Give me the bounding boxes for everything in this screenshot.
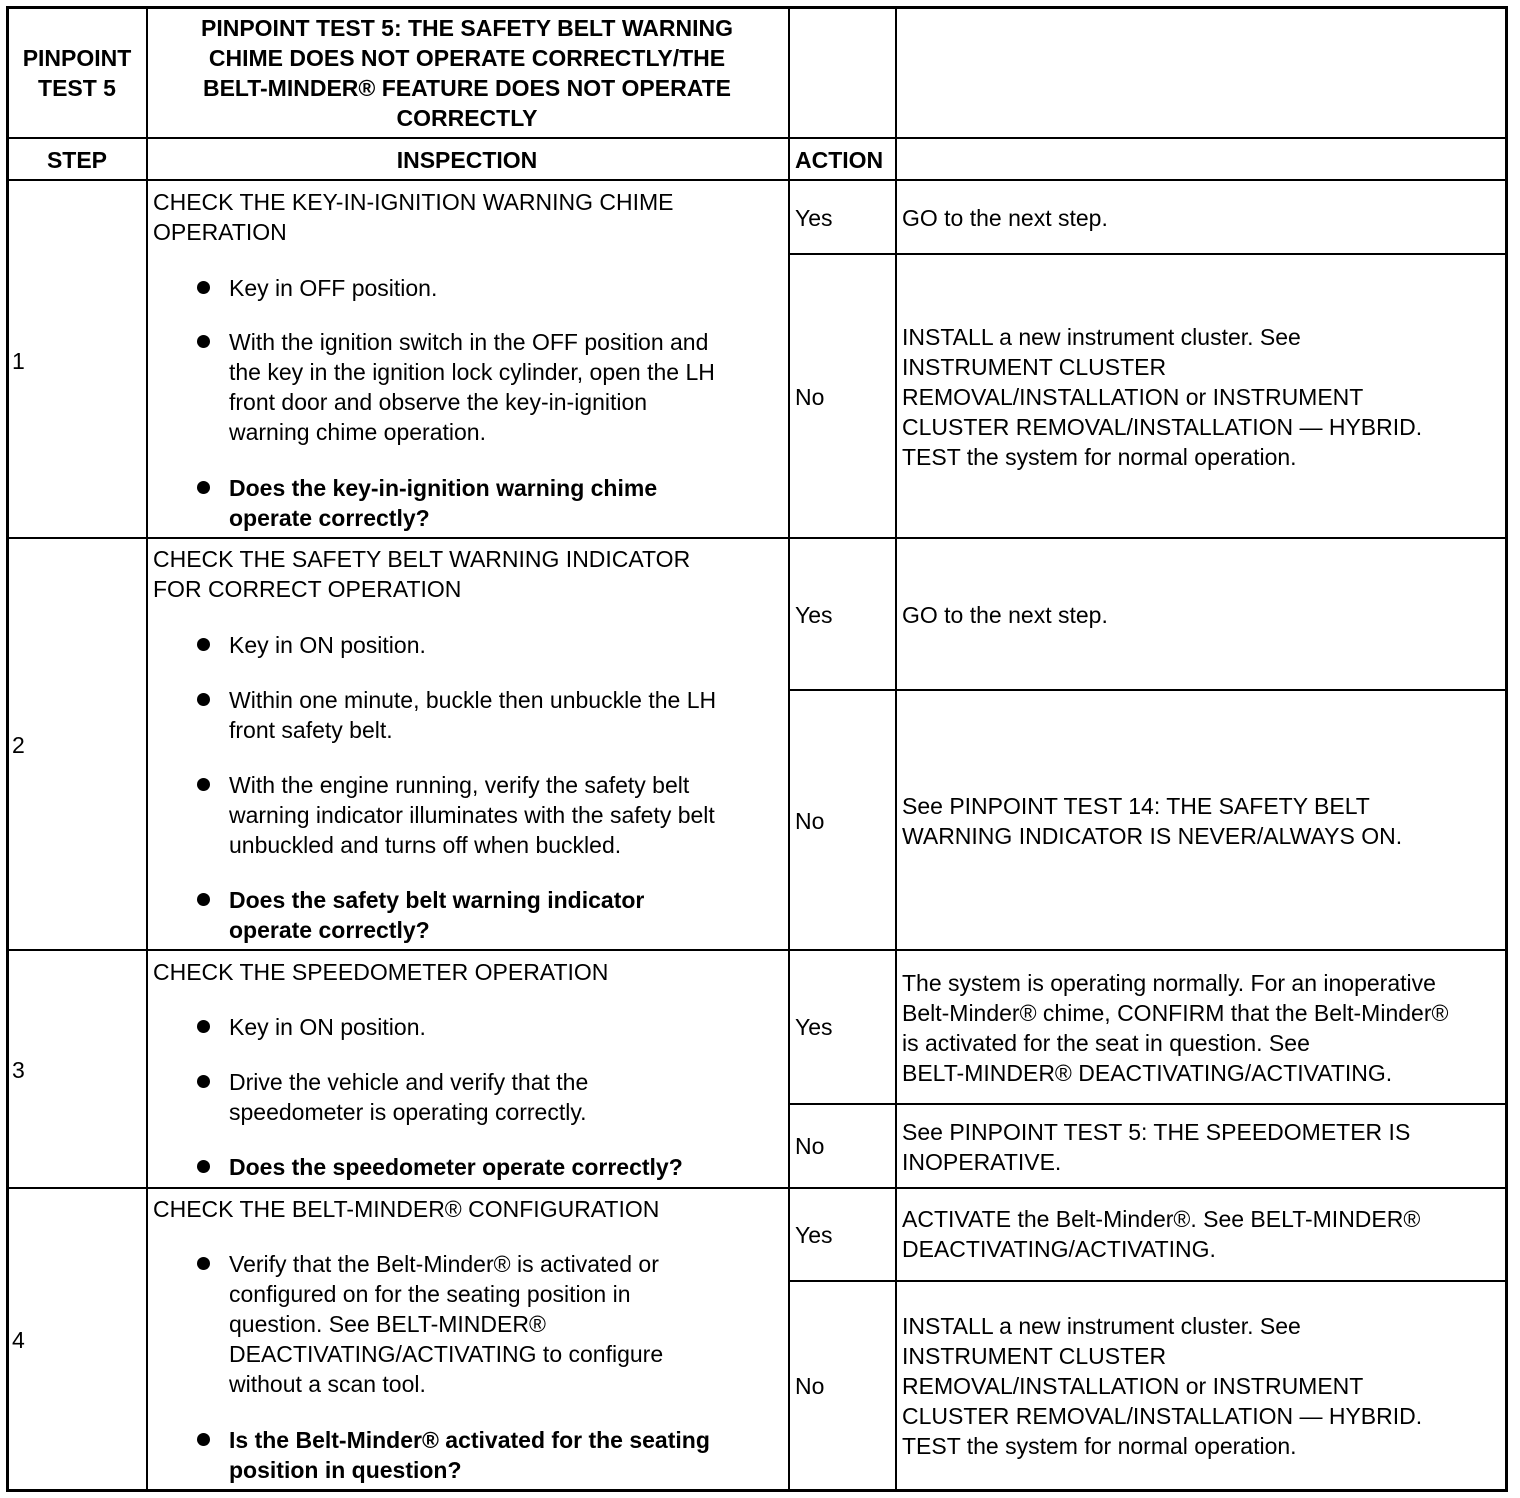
inspection-bullet-text: front safety belt. (229, 717, 393, 743)
inspection-question: Does the safety belt warning indicator (229, 887, 645, 913)
test-title: PINPOINT TEST 5: THE SAFETY BELT WARNING (200, 15, 733, 41)
row-divider (8, 949, 1506, 951)
inspection-bullet-text: configured on for the seating position in (229, 1281, 631, 1307)
row-divider (8, 179, 1506, 181)
answer-yes: Yes (795, 602, 833, 628)
test-title: BELT-MINDER® FEATURE DOES NOT OPERATE (202, 75, 732, 101)
inspection-question: operate correctly? (229, 917, 430, 943)
action-yes-text: DEACTIVATING/ACTIVATING. (902, 1236, 1216, 1262)
step-number: 1 (12, 348, 25, 374)
action-yes-text: is activated for the seat in question. See (902, 1030, 1310, 1056)
inspection-bullet-text: the key in the ignition lock cylinder, open the LH (229, 359, 715, 385)
inspection-question: Is the Belt-Minder® activated for the seating (229, 1427, 710, 1453)
row-divider (8, 137, 1506, 139)
column-divider (146, 8, 148, 1490)
inspection-bullet-text: unbuckled and turns off when buckled. (229, 832, 622, 858)
column-divider (895, 8, 897, 1490)
action-yes-text: ACTIVATE the Belt-Minder®. See BELT-MINDER® (902, 1206, 1421, 1232)
action-no-text: See PINPOINT TEST 14: THE SAFETY BELT (902, 793, 1370, 819)
answer-no: No (795, 384, 825, 410)
inspection-bullet-text: warning indicator illuminates with the safety belt (229, 802, 715, 828)
action-yes-text: The system is operating normally. For an inoperative (902, 970, 1436, 996)
column-header-step: STEP (46, 147, 108, 173)
action-yes-text: Belt-Minder® chime, CONFIRM that the Belt-Minder® (902, 1000, 1449, 1026)
action-no-text: INSTRUMENT CLUSTER (902, 354, 1167, 380)
action-no-text: REMOVAL/INSTALLATION or INSTRUMENT (902, 1373, 1364, 1399)
answer-yes: Yes (795, 1014, 833, 1040)
action-no-text: INSTALL a new instrument cluster. See (902, 324, 1301, 350)
answer-yes: Yes (795, 1222, 833, 1248)
bullet-icon (197, 638, 210, 651)
step-number: 2 (12, 732, 25, 758)
action-yes-text: GO to the next step. (902, 205, 1108, 231)
test-id-label: TEST 5 (38, 75, 116, 101)
row-divider (788, 253, 1505, 255)
bullet-icon (197, 1020, 210, 1033)
inspection-bullet-text: question. See BELT-MINDER® (229, 1311, 546, 1337)
action-no-text: INOPERATIVE. (902, 1149, 1062, 1175)
step-heading: FOR CORRECT OPERATION (153, 576, 462, 602)
action-no-text: TEST the system for normal operation. (902, 444, 1297, 470)
action-yes-text: GO to the next step. (902, 602, 1108, 628)
inspection-question: Does the speedometer operate correctly? (229, 1154, 683, 1180)
bullet-icon (197, 335, 210, 348)
test-title: CHIME DOES NOT OPERATE CORRECTLY/THE (208, 45, 726, 71)
inspection-question: Does the key-in-ignition warning chime (229, 475, 658, 501)
answer-no: No (795, 1133, 825, 1159)
inspection-bullet-text: warning chime operation. (229, 419, 486, 445)
column-header-action: ACTION (795, 147, 884, 173)
bullet-icon (197, 281, 210, 294)
inspection-bullet-text: Key in ON position. (229, 1014, 426, 1040)
inspection-bullet-text: DEACTIVATING/ACTIVATING to configure (229, 1341, 664, 1367)
inspection-bullet-text: With the engine running, verify the safety belt (229, 772, 690, 798)
step-number: 4 (12, 1327, 25, 1353)
test-title: CORRECTLY (396, 105, 538, 131)
answer-yes: Yes (795, 205, 833, 231)
bullet-icon (197, 778, 210, 791)
action-no-text: INSTRUMENT CLUSTER (902, 1343, 1167, 1369)
answer-no: No (795, 808, 825, 834)
inspection-question: operate correctly? (229, 505, 430, 531)
column-header-inspection: INSPECTION (396, 147, 538, 173)
step-heading: CHECK THE SPEEDOMETER OPERATION (153, 959, 609, 985)
step-heading: CHECK THE BELT-MINDER® CONFIGURATION (153, 1196, 660, 1222)
row-divider (788, 689, 1505, 691)
row-divider (8, 537, 1506, 539)
inspection-bullet-text: Verify that the Belt-Minder® is activated or (229, 1251, 659, 1277)
inspection-bullet-text: With the ignition switch in the OFF position and (229, 329, 709, 355)
row-divider (8, 1187, 1506, 1189)
action-no-text: REMOVAL/INSTALLATION or INSTRUMENT (902, 384, 1364, 410)
inspection-bullet-text: Within one minute, buckle then unbuckle the LH (229, 687, 717, 713)
bullet-icon (197, 481, 210, 494)
row-divider (788, 1280, 1505, 1282)
step-number: 3 (12, 1057, 25, 1083)
bullet-icon (197, 1257, 210, 1270)
bullet-icon (197, 1075, 210, 1088)
step-heading: CHECK THE KEY-IN-IGNITION WARNING CHIME (153, 189, 674, 215)
row-divider (788, 1103, 1505, 1105)
bullet-icon (197, 693, 210, 706)
bullet-icon (197, 1433, 210, 1446)
action-no-text: See PINPOINT TEST 5: THE SPEEDOMETER IS (902, 1119, 1411, 1145)
bullet-icon (197, 893, 210, 906)
test-id-label: PINPOINT (22, 45, 132, 71)
inspection-question: position in question? (229, 1457, 462, 1483)
action-no-text: WARNING INDICATOR IS NEVER/ALWAYS ON. (902, 823, 1403, 849)
action-no-text: INSTALL a new instrument cluster. See (902, 1313, 1301, 1339)
column-divider (788, 8, 790, 1490)
action-yes-text: BELT-MINDER® DEACTIVATING/ACTIVATING. (902, 1060, 1393, 1086)
inspection-bullet-text: front door and observe the key-in-ignition (229, 389, 648, 415)
inspection-bullet-text: speedometer is operating correctly. (229, 1099, 587, 1125)
bullet-icon (197, 1160, 210, 1173)
step-heading: OPERATION (153, 219, 287, 245)
answer-no: No (795, 1373, 825, 1399)
action-no-text: CLUSTER REMOVAL/INSTALLATION — HYBRID. (902, 1403, 1423, 1429)
inspection-bullet-text: Drive the vehicle and verify that the (229, 1069, 589, 1095)
inspection-bullet-text: Key in ON position. (229, 632, 426, 658)
step-heading: CHECK THE SAFETY BELT WARNING INDICATOR (153, 546, 691, 572)
inspection-bullet-text: Key in OFF position. (229, 275, 438, 301)
inspection-bullet-text: without a scan tool. (229, 1371, 426, 1397)
action-no-text: CLUSTER REMOVAL/INSTALLATION — HYBRID. (902, 414, 1423, 440)
action-no-text: TEST the system for normal operation. (902, 1433, 1297, 1459)
